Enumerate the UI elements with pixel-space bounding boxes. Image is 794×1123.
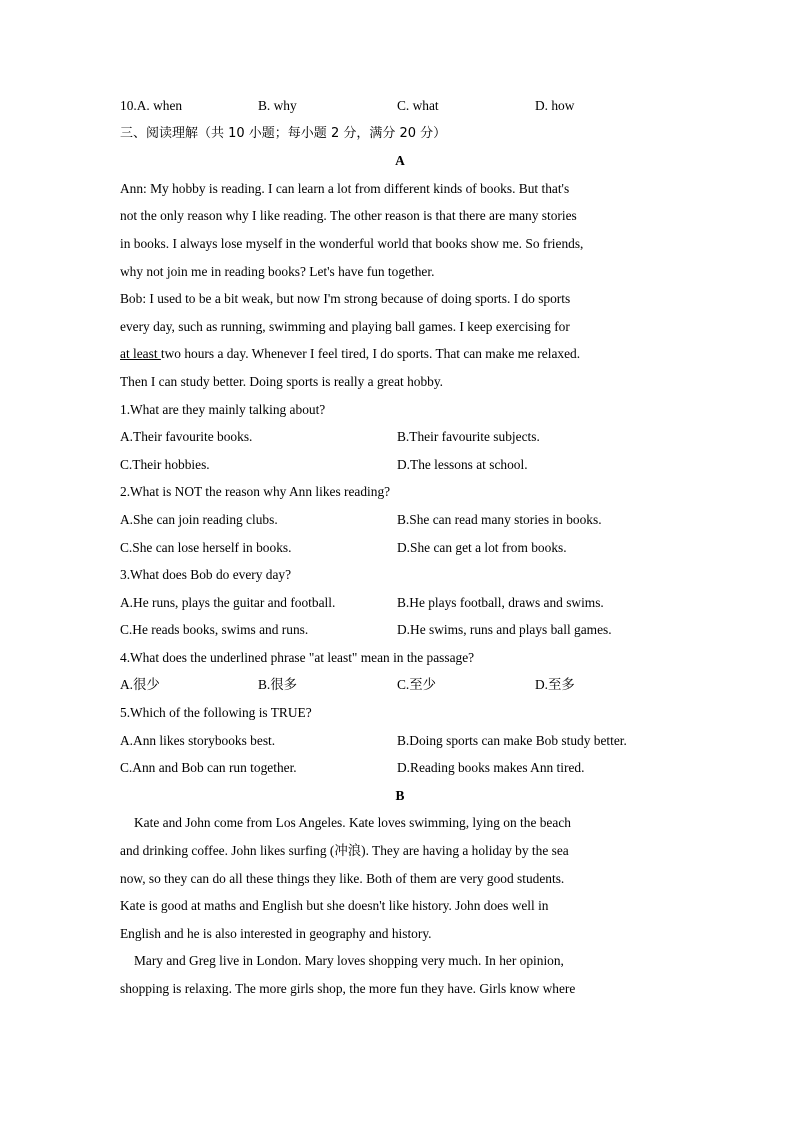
question-options <box>120 534 680 562</box>
passage-b-line: shopping is relaxing. The more girls shop, the more fun they have. Girls know where <box>120 981 576 996</box>
passage-a-line: not the only reason why I like reading. The other reason is that there are many stories <box>120 208 577 224</box>
passage-a-line: why not join me in reading books? Let's have fun together. <box>120 263 435 279</box>
passage-a-line-rest: two hours a day. Whenever I feel tired, I do sports. That can make me relaxed. <box>160 346 581 362</box>
question-stem: 4.What does the underlined phrase "at least" mean in the passage? <box>120 649 475 665</box>
question-options <box>120 506 680 534</box>
passage-b-line: Kate and John come from Los Angeles. Kate loves swimming, lying on the beach <box>134 815 571 831</box>
underlined-phrase: at least <box>120 346 161 362</box>
option-d: D. how <box>535 98 575 113</box>
option-a: A.Ann likes storybooks best. <box>120 732 276 748</box>
passage-a-heading: A <box>395 153 405 169</box>
option-b: B.She can read many stories in books. <box>397 511 602 527</box>
option-d: D.Reading books makes Ann tired. <box>397 760 585 776</box>
passage-b-line: now, so they can do all these things they like. Both of them are very good students. <box>120 870 565 886</box>
question-options <box>120 754 680 782</box>
passage-a-line: Bob: I used to be a bit weak, but now I'm strong because of doing sports. I do sports <box>120 291 571 307</box>
option-d: D.She can get a lot from books. <box>397 539 567 555</box>
question-stem: 2.What is NOT the reason why Ann likes reading? <box>120 484 391 500</box>
passage-b-line: and drinking coffee. John likes surfing (冲浪). They are having a holiday by the sea <box>120 843 569 859</box>
option-c: C.Their hobbies. <box>120 456 210 472</box>
option-c: C.至少 <box>397 677 437 693</box>
passage-b-line: Mary and Greg live in London. Mary loves shopping very much. In her opinion, <box>134 953 564 969</box>
option-c: C.She can lose herself in books. <box>120 539 292 555</box>
question-stem: 1.What are they mainly talking about? <box>120 401 326 417</box>
option-a: A.He runs, plays the guitar and football. <box>120 594 336 610</box>
passage-b-heading: B <box>395 787 405 803</box>
exam-page <box>120 92 680 1003</box>
question-stem: 3.What does Bob do every day? <box>120 567 292 583</box>
passage-a-line <box>120 340 680 368</box>
passage-b-line: English and he is also interested in geography and history. <box>120 925 432 941</box>
option-b: B.很多 <box>258 677 298 693</box>
option-d: D.He swims, runs and plays ball games. <box>397 622 612 638</box>
option-a: 10.A. when <box>120 98 183 113</box>
passage-a-line: every day, such as running, swimming and playing ball games. I keep exercising for <box>120 318 570 334</box>
passage-a-line: Then I can study better. Doing sports is really a great hobby. <box>120 373 444 389</box>
option-c: C. what <box>397 98 439 113</box>
option-a: A.She can join reading clubs. <box>120 511 278 527</box>
option-b: B.He plays football, draws and swims. <box>397 594 604 610</box>
option-b: B.Their favourite subjects. <box>397 429 540 445</box>
section-title: 三、阅读理解（共 10 小题；每小题 2 分，满分 20 分） <box>120 125 447 141</box>
passage-a-line: Ann: My hobby is reading. I can learn a lot from different kinds of books. But that's <box>120 180 570 196</box>
option-b: B.Doing sports can make Bob study better. <box>397 732 627 748</box>
question-options <box>120 451 680 479</box>
option-d: D.The lessons at school. <box>397 456 528 472</box>
question-options <box>120 589 680 617</box>
question-options <box>120 727 680 755</box>
question-options <box>120 423 680 451</box>
option-d: D.至多 <box>535 677 575 693</box>
passage-a-line: in books. I always lose myself in the wonderful world that books show me. So friends, <box>120 235 584 251</box>
option-c: C.Ann and Bob can run together. <box>120 760 297 776</box>
option-b: B. why <box>258 98 297 113</box>
option-c: C.He reads books, swims and runs. <box>120 622 309 638</box>
question-options <box>120 671 680 699</box>
passage-b-line: Kate is good at maths and English but she doesn't like history. John does well in <box>120 898 549 914</box>
question-options <box>120 616 680 644</box>
option-a: A.Their favourite books. <box>120 429 253 445</box>
question-stem: 5.Which of the following is TRUE? <box>120 705 312 721</box>
question-10-options <box>120 92 680 120</box>
option-a: A.很少 <box>120 677 160 693</box>
